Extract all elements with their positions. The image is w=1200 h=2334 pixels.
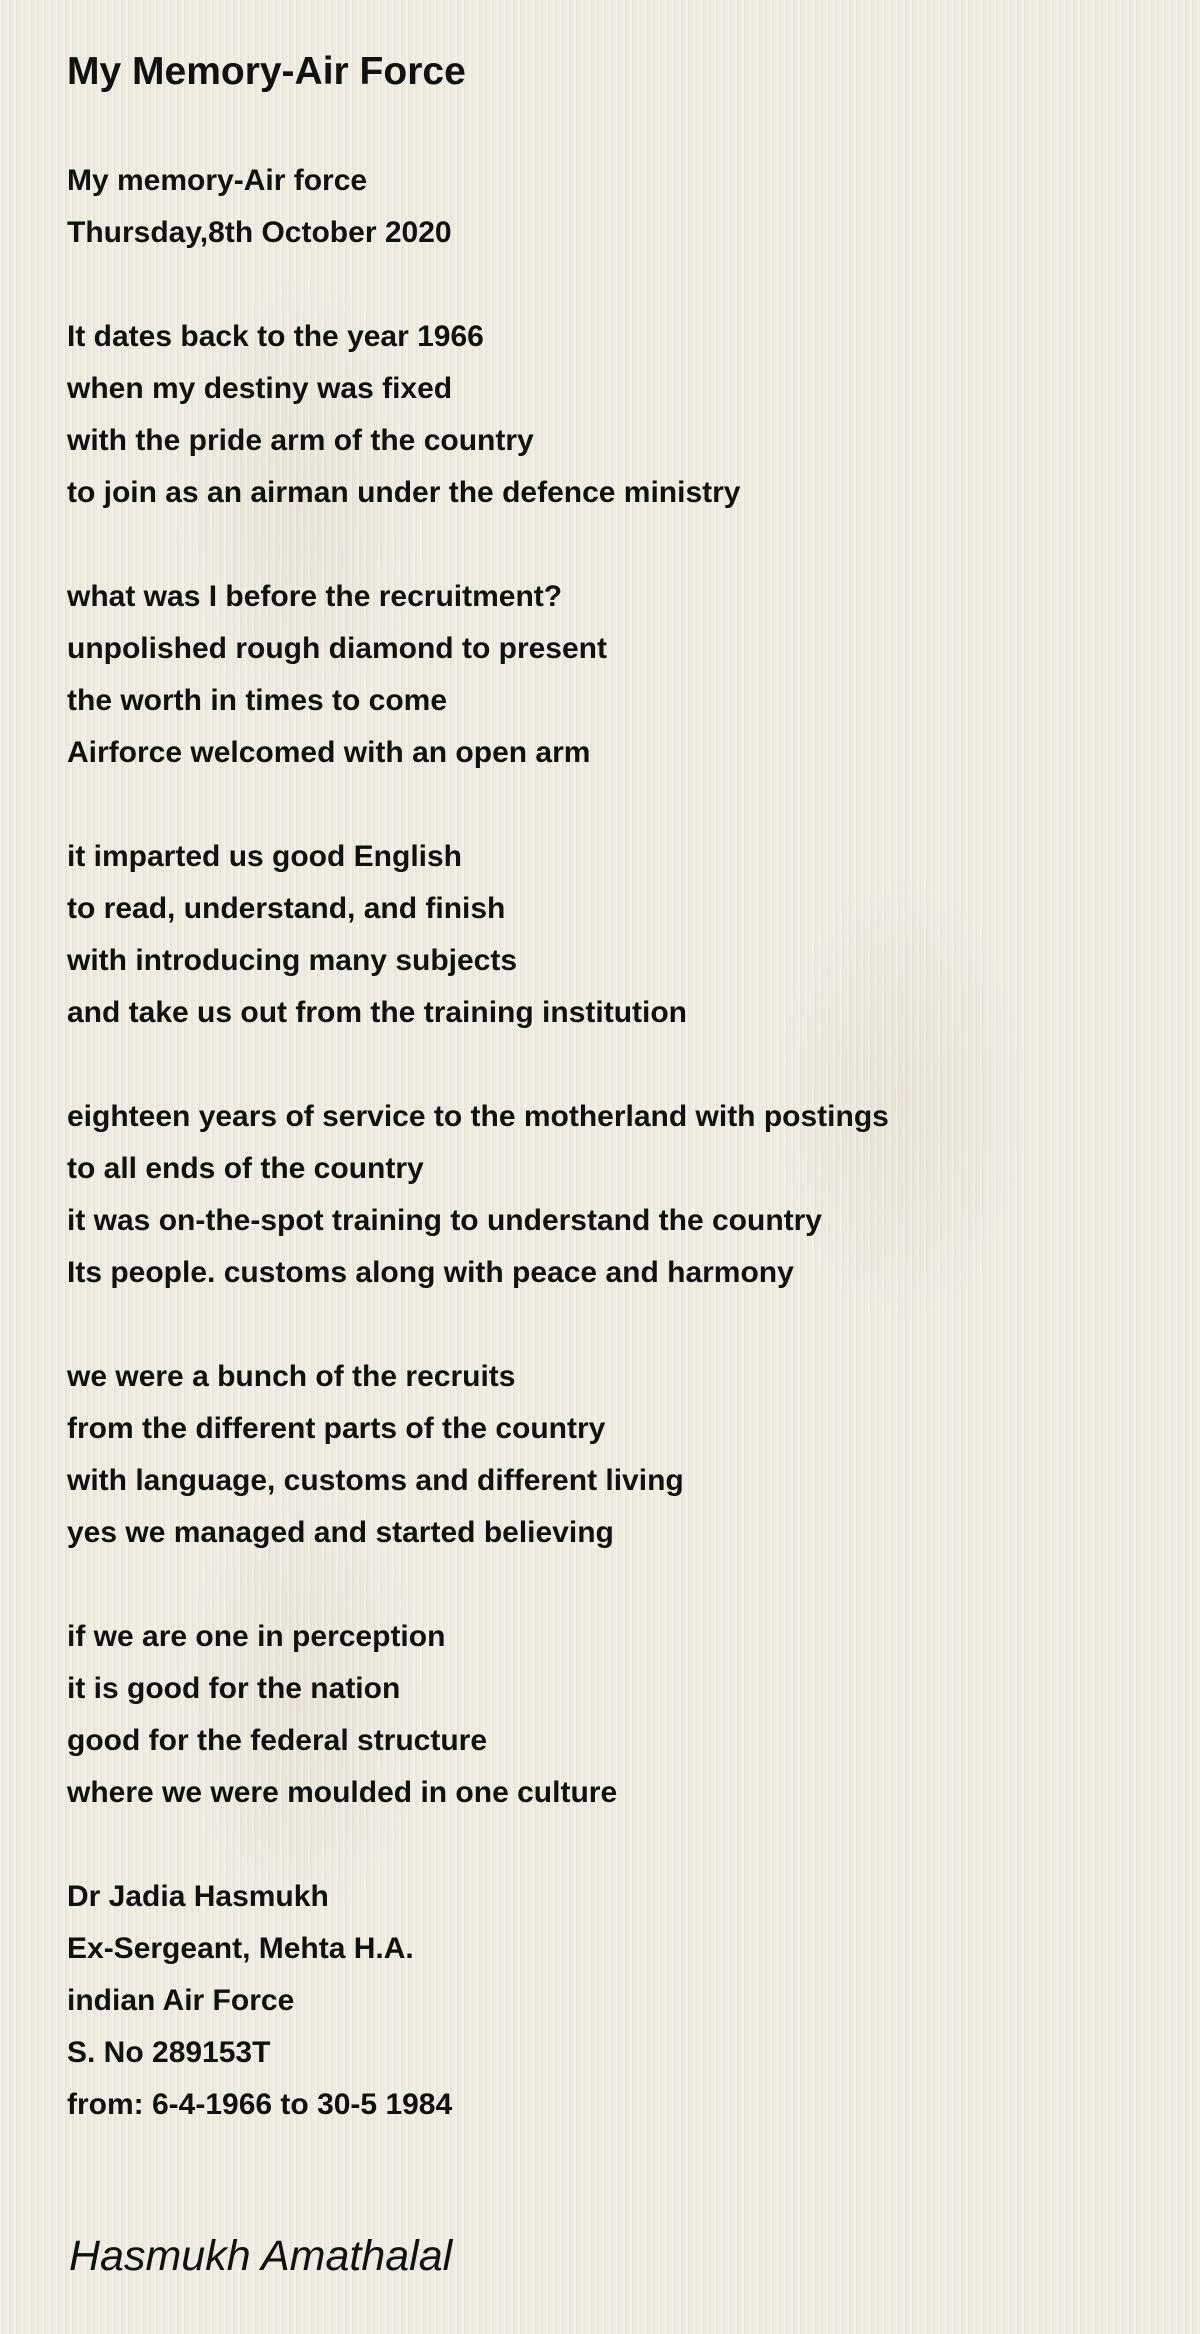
poem-line: It dates back to the year 1966: [67, 320, 484, 353]
poem-line: and take us out from the training institution: [67, 996, 687, 1029]
poem-line: it was on-the-spot training to understand the country: [67, 1204, 822, 1237]
poem-line: from the different parts of the country: [67, 1412, 606, 1445]
poem-line: My memory-Air force: [67, 164, 368, 197]
poem-line: with introducing many subjects: [67, 944, 518, 977]
poem-line: it imparted us good English: [67, 840, 463, 873]
poem-line: with language, customs and different living: [67, 1464, 684, 1497]
poem-line: what was I before the recruitment?: [67, 580, 563, 613]
poem-line: it is good for the nation: [67, 1672, 401, 1705]
poem-line: to read, understand, and finish: [67, 892, 506, 925]
stanza-break: [67, 519, 889, 571]
poem-line: with the pride arm of the country: [67, 424, 534, 457]
poem-line: we were a bunch of the recruits: [67, 1360, 516, 1393]
poem-author: Hasmukh Amathalal: [69, 2232, 453, 2280]
poem-line: Thursday,8th October 2020: [67, 216, 452, 249]
poem-title: My Memory-Air Force: [67, 50, 466, 93]
stanza-break: [67, 1559, 889, 1611]
poem-line: unpolished rough diamond to present: [67, 632, 607, 665]
stanza-break: [67, 1299, 889, 1351]
poem-line: Ex-Sergeant, Mehta H.A.: [67, 1932, 414, 1965]
poem-line: from: 6-4-1966 to 30-5 1984: [67, 2088, 453, 2121]
poem-line: where we were moulded in one culture: [67, 1776, 618, 1809]
poem-line: to all ends of the country: [67, 1152, 424, 1185]
poem-line: eighteen years of service to the motherland with postings: [67, 1100, 889, 1133]
poem-line: Its people. customs along with peace and harmony: [67, 1256, 794, 1289]
poem-line: good for the federal structure: [67, 1724, 488, 1757]
poem-line: Dr Jadia Hasmukh: [67, 1880, 329, 1913]
poem-body: [67, 155, 889, 2131]
poem-line: if we are one in perception: [67, 1620, 446, 1653]
poem-line: Airforce welcomed with an open arm: [67, 736, 591, 769]
poem-line: to join as an airman under the defence ministry: [67, 476, 741, 509]
stanza-break: [67, 259, 889, 311]
stanza-break: [67, 1039, 889, 1091]
stanza-break: [67, 779, 889, 831]
poem-line: the worth in times to come: [67, 684, 448, 717]
poem-line: when my destiny was fixed: [67, 372, 453, 405]
poem-line: yes we managed and started believing: [67, 1516, 614, 1549]
poem-line: indian Air Force: [67, 1984, 295, 2017]
poem-line: S. No 289153T: [67, 2036, 271, 2069]
stanza-break: [67, 1819, 889, 1871]
